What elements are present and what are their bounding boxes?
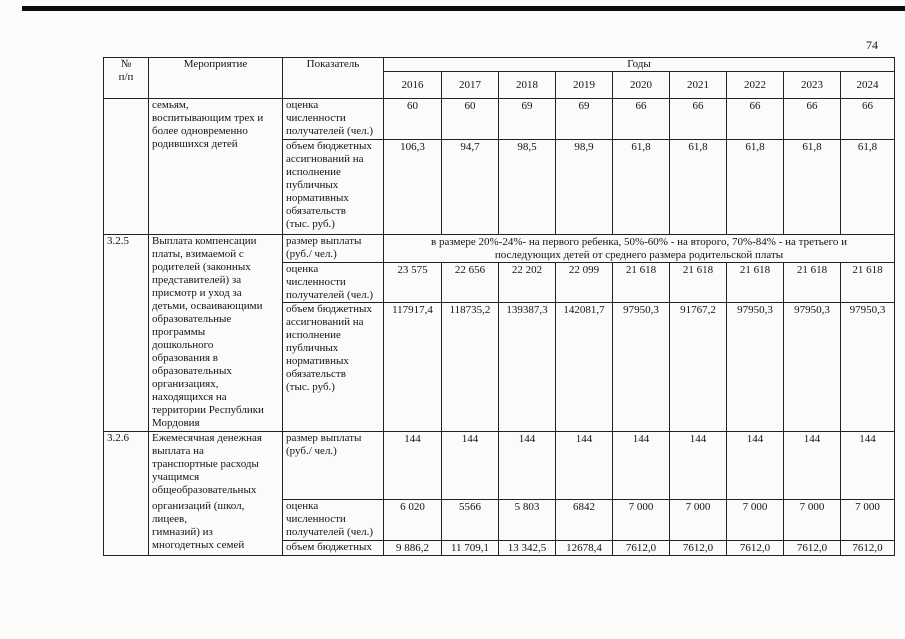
value-cell: 144	[670, 432, 727, 500]
value-cell: 144	[841, 432, 895, 500]
cell-no: 3.2.6	[104, 432, 149, 556]
year-cell: 2021	[670, 72, 727, 99]
cell-indicator: оценка численности получателей (чел.)	[283, 500, 384, 541]
program-table	[103, 57, 895, 556]
year-cell: 2020	[613, 72, 670, 99]
value-cell: 22 202	[499, 263, 556, 303]
value-cell: 7612,0	[841, 541, 895, 556]
header-no: № п/п	[104, 58, 149, 99]
cell-no	[104, 99, 149, 235]
value-cell: 60	[442, 99, 499, 140]
cell-event: Выплата компенсации платы, взимаемой с родителей (законных представителей) за присмотр и уход за детьми, осваивающими образовательные программы дошкольного образования в образовательных организациях, находящихся на территории Республики Мордовия	[149, 235, 283, 432]
year-cell: 2024	[841, 72, 895, 99]
cell-indicator: размер выплаты (руб./ чел.)	[283, 235, 384, 263]
value-cell: 66	[784, 99, 841, 140]
year-cell: 2018	[499, 72, 556, 99]
value-cell: 97950,3	[784, 303, 841, 432]
year-cell: 2023	[784, 72, 841, 99]
value-cell: 60	[384, 99, 442, 140]
cell-indicator: размер выплаты (руб./ чел.)	[283, 432, 384, 500]
scan-top-edge	[22, 6, 905, 11]
table-row	[104, 99, 895, 140]
year-cell: 2016	[384, 72, 442, 99]
value-cell: 22 656	[442, 263, 499, 303]
value-cell: 7 000	[670, 500, 727, 541]
page-number: 74	[866, 38, 878, 52]
cell-event: семьям, воспитывающим трех и более одновременно родившихся детей	[149, 99, 283, 235]
header-indicator: Показатель	[283, 58, 384, 99]
value-cell: 5 803	[499, 500, 556, 541]
value-cell: 7 000	[841, 500, 895, 541]
value-cell: 144	[442, 432, 499, 500]
value-cell: 7612,0	[613, 541, 670, 556]
value-cell: 94,7	[442, 140, 499, 235]
value-cell: 106,3	[384, 140, 442, 235]
value-cell: 66	[841, 99, 895, 140]
value-cell: 61,8	[841, 140, 895, 235]
table-row	[104, 432, 895, 500]
value-cell: 23 575	[384, 263, 442, 303]
value-cell: 144	[499, 432, 556, 500]
cell-event: Ежемесячная денежная выплата на транспортные расходы учащимся общеобразовательных	[149, 432, 283, 500]
value-cell: 91767,2	[670, 303, 727, 432]
payment-description: в размере 20%-24%- на первого ребенка, 50%-60% - на второго, 70%-84% - на третьего и последующих детей от среднего размера родительской платы	[384, 235, 895, 263]
value-cell: 6842	[556, 500, 613, 541]
value-cell: 69	[556, 99, 613, 140]
value-cell: 21 618	[670, 263, 727, 303]
value-cell: 11 709,1	[442, 541, 499, 556]
cell-indicator: оценка численности получателей (чел.)	[283, 263, 384, 303]
value-cell: 142081,7	[556, 303, 613, 432]
value-cell: 97950,3	[841, 303, 895, 432]
value-cell: 69	[499, 99, 556, 140]
value-cell: 7 000	[727, 500, 784, 541]
table-row	[104, 235, 895, 263]
value-cell: 144	[613, 432, 670, 500]
value-cell: 7612,0	[670, 541, 727, 556]
cell-no: 3.2.5	[104, 235, 149, 432]
value-cell: 139387,3	[499, 303, 556, 432]
value-cell: 98,5	[499, 140, 556, 235]
value-cell: 118735,2	[442, 303, 499, 432]
value-cell: 21 618	[613, 263, 670, 303]
value-cell: 13 342,5	[499, 541, 556, 556]
value-cell: 9 886,2	[384, 541, 442, 556]
value-cell: 117917,4	[384, 303, 442, 432]
year-cell: 2019	[556, 72, 613, 99]
value-cell: 66	[670, 99, 727, 140]
year-cell: 2017	[442, 72, 499, 99]
value-cell: 7 000	[784, 500, 841, 541]
value-cell: 7612,0	[727, 541, 784, 556]
cell-indicator: объем бюджетных	[283, 541, 384, 556]
year-cell: 2022	[727, 72, 784, 99]
value-cell: 61,8	[784, 140, 841, 235]
value-cell: 12678,4	[556, 541, 613, 556]
value-cell: 144	[784, 432, 841, 500]
value-cell: 97950,3	[613, 303, 670, 432]
value-cell: 97950,3	[727, 303, 784, 432]
value-cell: 21 618	[841, 263, 895, 303]
header-event: Мероприятие	[149, 58, 283, 99]
value-cell: 61,8	[727, 140, 784, 235]
value-cell: 98,9	[556, 140, 613, 235]
header-years: Годы	[384, 58, 895, 72]
value-cell: 7 000	[613, 500, 670, 541]
value-cell: 144	[556, 432, 613, 500]
value-cell: 61,8	[613, 140, 670, 235]
value-cell: 6 020	[384, 500, 442, 541]
value-cell: 66	[613, 99, 670, 140]
value-cell: 144	[384, 432, 442, 500]
table-row	[104, 500, 895, 541]
value-cell: 7612,0	[784, 541, 841, 556]
cell-indicator: объем бюджетных ассигнований на исполнение публичных нормативных обязательств (тыс. руб.)	[283, 303, 384, 432]
value-cell: 5566	[442, 500, 499, 541]
value-cell: 22 099	[556, 263, 613, 303]
cell-event: организаций (школ, лицеев, гимназий) из многодетных семей	[149, 500, 283, 556]
cell-indicator: оценка численности получателей (чел.)	[283, 99, 384, 140]
value-cell: 21 618	[727, 263, 784, 303]
value-cell: 21 618	[784, 263, 841, 303]
value-cell: 61,8	[670, 140, 727, 235]
cell-indicator: объем бюджетных ассигнований на исполнение публичных нормативных обязательств (тыс. руб.)	[283, 140, 384, 235]
value-cell: 66	[727, 99, 784, 140]
value-cell: 144	[727, 432, 784, 500]
